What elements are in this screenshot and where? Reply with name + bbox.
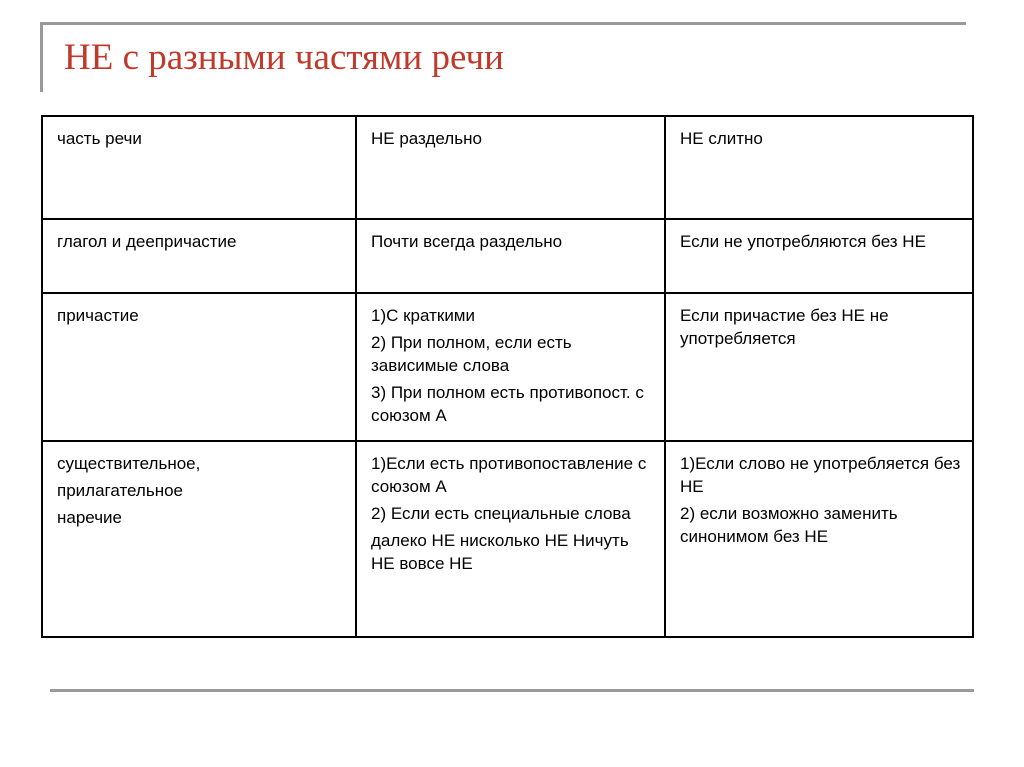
cell-text: наречие xyxy=(57,508,122,527)
cell-together xyxy=(665,441,973,637)
header-label: часть речи xyxy=(57,129,142,148)
cell-text: 1)Если есть противопоставление с союзом А xyxy=(371,454,647,496)
cell-separate xyxy=(356,293,665,441)
table-row xyxy=(42,441,973,637)
cell-part xyxy=(42,441,356,637)
table-header-row xyxy=(42,116,973,219)
cell-text: существительное, xyxy=(57,454,201,473)
cell-text: причастие xyxy=(57,306,139,325)
cell-text: глагол и деепричастие xyxy=(57,232,237,251)
cell-text: 2) если возможно заменить синонимом без НЕ xyxy=(680,504,898,546)
left-divider xyxy=(40,22,43,92)
cell-together xyxy=(665,293,973,441)
cell-text: 3) При полном есть противопост. с союзом А xyxy=(371,383,644,425)
header-separate xyxy=(356,116,665,219)
table-row xyxy=(42,293,973,441)
cell-text: Если не употребляются без НЕ xyxy=(680,232,926,251)
cell-text: далеко НЕ нисколько НЕ Ничуть НЕ вовсе НЕ xyxy=(371,531,629,573)
header-part-of-speech xyxy=(42,116,356,219)
cell-text: прилагательное xyxy=(57,481,183,500)
cell-part xyxy=(42,293,356,441)
cell-separate xyxy=(356,219,665,293)
cell-text: 1)Если слово не употребляется без НЕ xyxy=(680,454,961,496)
cell-text: Почти всегда раздельно xyxy=(371,232,563,251)
cell-separate xyxy=(356,441,665,637)
bottom-divider xyxy=(50,689,974,692)
cell-text: 1)С краткими xyxy=(371,306,475,325)
cell-text: 2) При полном, если есть зависимые слова xyxy=(371,333,572,375)
header-label: НЕ раздельно xyxy=(371,129,482,148)
header-together xyxy=(665,116,973,219)
table-row xyxy=(42,219,973,293)
cell-text: Если причастие без НЕ не употребляется xyxy=(680,306,889,348)
header-label: НЕ слитно xyxy=(680,129,763,148)
cell-text: 2) Если есть специальные слова xyxy=(371,504,631,523)
rules-table xyxy=(41,115,974,638)
top-divider xyxy=(40,22,966,25)
cell-together xyxy=(665,219,973,293)
cell-part xyxy=(42,219,356,293)
slide-title: НЕ с разными частями речи xyxy=(64,37,504,78)
